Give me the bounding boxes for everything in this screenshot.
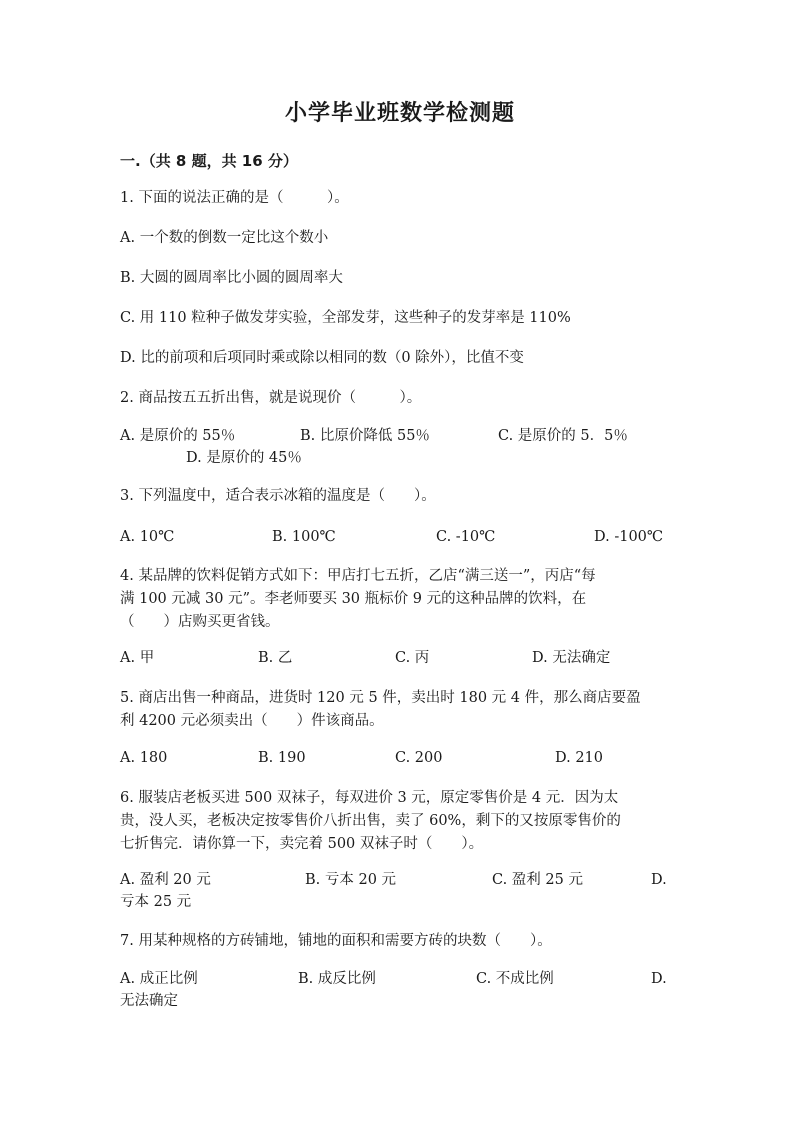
question-5-option-b[interactable]: B. 190	[258, 750, 306, 766]
question-5-stem-line-2: 利 4200 元必须卖出（ ）件该商品。	[120, 713, 384, 729]
question-6-stem-line-3: 七折售完．请你算一下，卖完着 500 双袜子时（ ）。	[120, 836, 484, 852]
question-6-option-d-text[interactable]: 亏本 25 元	[120, 894, 192, 910]
question-6-option-c[interactable]: C. 盈利 25 元	[492, 872, 583, 888]
question-3-option-a[interactable]: A. 10℃	[120, 529, 175, 545]
question-7-option-c[interactable]: C. 不成比例	[476, 971, 554, 987]
question-7-option-d-label[interactable]: D.	[651, 971, 667, 987]
question-6-option-b[interactable]: B. 亏本 20 元	[305, 872, 397, 888]
question-3-option-d[interactable]: D. -100℃	[594, 529, 664, 545]
question-6-stem-line-1: 6. 服装店老板买进 500 双袜子，每双进价 3 元，原定零售价是 4 元．因为太	[120, 790, 619, 806]
question-1-option-a[interactable]: A. 一个数的倒数一定比这个数小	[120, 230, 329, 246]
question-7-option-d-text[interactable]: 无法确定	[120, 993, 178, 1009]
question-3-stem: 3. 下列温度中，适合表示冰箱的温度是（ ）。	[120, 488, 436, 504]
page-title: 小学毕业班数学检测题	[284, 101, 515, 126]
question-4-option-d[interactable]: D. 无法确定	[532, 650, 611, 666]
question-2-option-c[interactable]: C. 是原价的 5．5％	[498, 428, 628, 444]
question-3-option-b[interactable]: B. 100℃	[272, 529, 336, 545]
question-4-option-b[interactable]: B. 乙	[258, 650, 293, 666]
question-4-stem-line-3: （ ）店购买更省钱。	[120, 614, 280, 630]
question-4-option-c[interactable]: C. 丙	[395, 650, 430, 666]
question-2-stem: 2. 商品按五五折出售，就是说现价（ ）。	[120, 390, 422, 406]
question-7-option-b[interactable]: B. 成反比例	[298, 971, 376, 987]
question-6-stem-line-2: 贵，没人买，老板决定按零售价八折出售，卖了 60%，剩下的又按原零售价的	[120, 813, 621, 829]
question-6-option-d-label[interactable]: D.	[651, 872, 667, 888]
question-3-option-c[interactable]: C. -10℃	[436, 529, 496, 545]
question-5-stem-line-1: 5. 商店出售一种商品，进货时 120 元 5 件，卖出时 180 元 4 件，那么商店要盈	[120, 690, 641, 706]
question-5-option-d[interactable]: D. 210	[555, 750, 604, 766]
question-1-option-c[interactable]: C. 用 110 粒种子做发芽实验，全部发芽，这些种子的发芽率是 110%	[120, 310, 571, 326]
question-7-stem: 7. 用某种规格的方砖铺地，铺地的面积和需要方砖的块数（ ）。	[120, 933, 552, 949]
question-5-option-c[interactable]: C. 200	[395, 750, 443, 766]
question-1-stem: 1. 下面的说法正确的是（ ）。	[120, 190, 349, 206]
question-2-option-d[interactable]: D. 是原价的 45％	[186, 450, 302, 466]
question-4-option-a[interactable]: A. 甲	[120, 650, 155, 666]
question-6-option-a[interactable]: A. 盈利 20 元	[120, 872, 211, 888]
question-1-option-d[interactable]: D. 比的前项和后项同时乘或除以相同的数（0 除外），比值不变	[120, 350, 524, 366]
question-4-stem-line-2: 满 100 元减 30 元”。李老师要买 30 瓶标价 9 元的这种品牌的饮料，在	[120, 591, 587, 607]
question-7-option-a[interactable]: A. 成正比例	[120, 971, 198, 987]
question-4-stem-line-1: 4. 某品牌的饮料促销方式如下：甲店打七五折，乙店“满三送一”，丙店“每	[120, 568, 596, 584]
section-heading: 一.（共 8 题，共 16 分）	[120, 152, 298, 170]
question-1-option-b[interactable]: B. 大圆的圆周率比小圆的圆周率大	[120, 270, 343, 286]
question-2-option-a[interactable]: A. 是原价的 55％	[120, 428, 236, 444]
question-2-option-b[interactable]: B. 比原价降低 55％	[300, 428, 430, 444]
question-5-option-a[interactable]: A. 180	[120, 750, 168, 766]
